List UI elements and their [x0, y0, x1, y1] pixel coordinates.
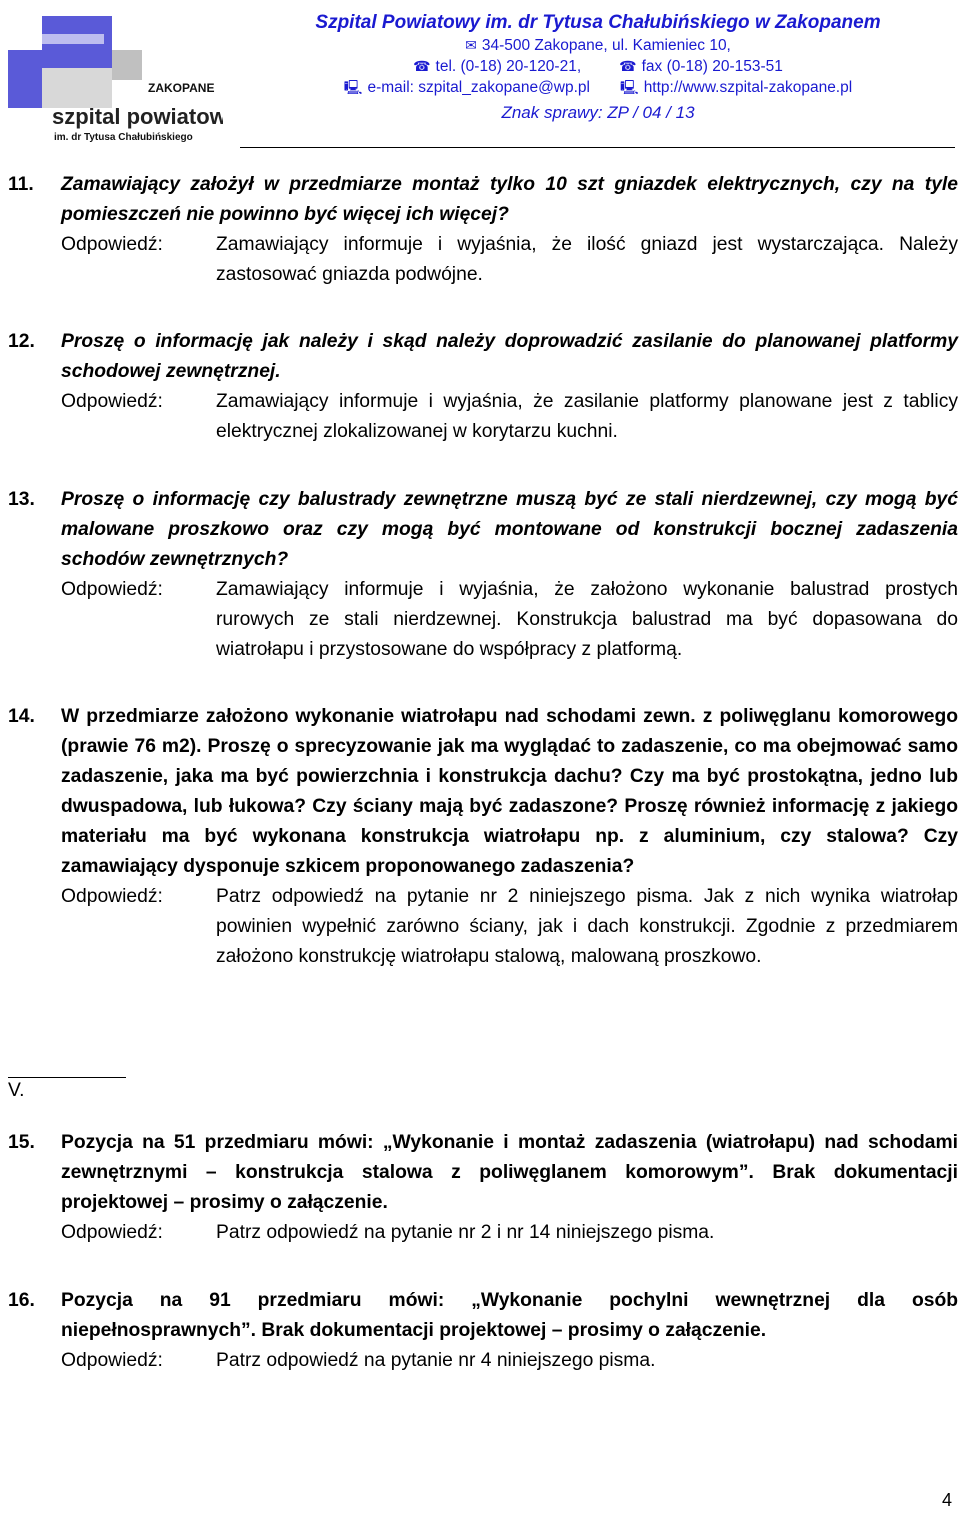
logo-text-sub: im. dr Tytusa Chałubińskiego: [54, 132, 193, 143]
question-text: Zamawiający założył w przedmiarze montaż tylko 10 szt gniazdek elektrycznych, czy na tyle pomieszczeń nie powinno być więcej ich więcej?: [61, 174, 958, 225]
question: [8, 485, 958, 575]
answer: [61, 387, 958, 447]
question: [8, 327, 958, 387]
fax-block: [619, 56, 783, 77]
question-text: Pozycja na 91 przedmiaru mówi: „Wykonanie pochylni wewnętrznej dla osób niepełnosprawnych”. Brak dokumentacji projektowej – prosimy o załączenie.: [61, 1290, 958, 1341]
question-number: 13.: [8, 489, 35, 510]
contact-line: [268, 77, 928, 98]
fax-text: fax (0-18) 20-153-51: [641, 58, 783, 75]
question: [8, 1128, 958, 1218]
hospital-logo: [8, 8, 223, 146]
tel-text: tel. (0-18) 20-120-21,: [435, 58, 582, 75]
answer-label: Odpowiedź:: [61, 1222, 163, 1243]
page-number: 4: [941, 1490, 952, 1510]
qa-item-14: [8, 702, 958, 972]
letterhead: [268, 10, 928, 126]
www-link[interactable]: http://www.szpital-zakopane.pl: [643, 79, 853, 96]
question-text: Proszę o informację czy balustrady zewnętrzne muszą być ze stali nierdzewnej, czy mogą być malowane proszkowo oraz czy mogą być montowane od konstrukcji bocznej zadaszenia schodów zewnętrznych?: [61, 489, 958, 570]
question-number: 12.: [8, 331, 35, 352]
question-number: 11.: [8, 174, 34, 195]
answer: [61, 230, 958, 290]
logo-highlight: [22, 34, 104, 44]
answer: [61, 1346, 958, 1376]
section-mark: V.: [8, 1080, 25, 1101]
answer-text: Patrz odpowiedź na pytanie nr 4 niniejszego pisma.: [216, 1350, 656, 1371]
fax-phone-icon: ☎: [619, 58, 637, 74]
answer-label: Odpowiedź:: [61, 886, 163, 907]
answer-text: Zamawiający informuje i wyjaśnia, że założono wykonanie balustrad prostych rurowych ze stali nierdzewnej. Konstrukcja balustrad ma być dopasowana do wiatrołapu i przystosowane do współpracy z platformą.: [216, 579, 958, 660]
qa-item-15: [8, 1128, 958, 1248]
question-number: 15.: [8, 1132, 35, 1153]
hospital-logo-graphic: [8, 8, 223, 146]
answer-text: Patrz odpowiedź na pytanie nr 2 i nr 14 niniejszego pisma.: [216, 1222, 715, 1243]
answer-text: Zamawiający informuje i wyjaśnia, że zasilanie platformy planowane jest z tablicy elektrycznej zlokalizowanej w korytarzu kuchni.: [216, 391, 958, 442]
answer-text: Zamawiający informuje i wyjaśnia, że ilość gniazd jest wystarczająca. Należy zastosować gniazda podwójne.: [216, 234, 958, 285]
question: [8, 170, 958, 230]
answer: [61, 575, 958, 665]
www-block: [620, 77, 852, 98]
email-link[interactable]: e-mail: szpital_zakopane@wp.pl: [367, 79, 590, 96]
header-rule: [240, 147, 955, 148]
answer-text: Patrz odpowiedź na pytanie nr 2 niniejszego pisma. Jak z nich wynika wiatrołap powinien wypełnić zarówno ściany, jak i dach konstrukcji. Zgodnie z przedmiarem założono konstrukcję wiatrołapu stalową, malowaną proszkowo.: [216, 886, 958, 967]
question-number: 16.: [8, 1290, 35, 1311]
qa-item-12: [8, 327, 958, 447]
answer-label: Odpowiedź:: [61, 391, 163, 412]
phone-line: [268, 56, 928, 77]
tel-block: [413, 56, 581, 77]
address-text: 34-500 Zakopane, ul. Kamieniec 10,: [481, 37, 731, 54]
logo-text-zakopane: ZAKOPANE: [148, 81, 215, 95]
hospital-name: Szpital Powiatowy im. dr Tytusa Chałubińskiego w Zakopanem: [315, 12, 881, 33]
question-number: 14.: [8, 706, 35, 727]
answer-label: Odpowiedź:: [61, 1350, 163, 1371]
computer-icon: 🖳: [620, 79, 639, 95]
question: [8, 1286, 958, 1346]
phone-icon: ☎: [413, 58, 431, 74]
footnote-separator: [8, 1077, 126, 1078]
logo-cross-grey: [42, 68, 112, 108]
answer: [61, 882, 958, 972]
question-text: Pozycja na 51 przedmiaru mówi: „Wykonanie i montaż zadaszenia (wiatrołapu) nad schodami zewnętrznymi – konstrukcja stalowa z poliwęglanem komorowym”. Brak dokumentacji projektowej – prosimy o załączenie.: [61, 1132, 958, 1213]
qa-item-11: [8, 170, 958, 290]
question-text: W przedmiarze założono wykonanie wiatrołapu nad schodami zewn. z poliwęglanu komorowego (prawie 76 m2). Proszę o sprecyzowanie jak ma wyglądać to zadaszenie, co ma obejmować samo zadaszenie, jaka ma być powierzchnia i konstrukcja dachu? Czy ma być prostokątna, jedno lub dwuspadowa, lub łukowa? Czy ściany mają być zadaszone? Proszę również informację z jakiego materiału ma być wykonana konstrukcja wiatrołapu np. z aluminium, czy stalowa? Czy zamawiający dysponuje szkicem proponowanego zadaszenia?: [61, 706, 958, 877]
qa-item-16: [8, 1286, 958, 1376]
envelope-icon: ✉: [465, 37, 477, 53]
logo-cross-grey-right: [112, 50, 142, 80]
question: [8, 702, 958, 882]
address-line: [268, 35, 928, 56]
case-reference: Znak sprawy: ZP / 04 / 13: [501, 103, 695, 122]
answer-label: Odpowiedź:: [61, 579, 163, 600]
answer-label: Odpowiedź:: [61, 234, 163, 255]
answer: [61, 1218, 958, 1248]
question-text: Proszę o informację jak należy i skąd należy doprowadzić zasilanie do planowanej platformy schodowej zewnętrznej.: [61, 331, 958, 382]
logo-text-main: szpital powiatowy: [52, 104, 223, 129]
email-block: [344, 77, 590, 98]
qa-item-13: [8, 485, 958, 665]
computer-icon: 🖳: [343, 79, 363, 95]
